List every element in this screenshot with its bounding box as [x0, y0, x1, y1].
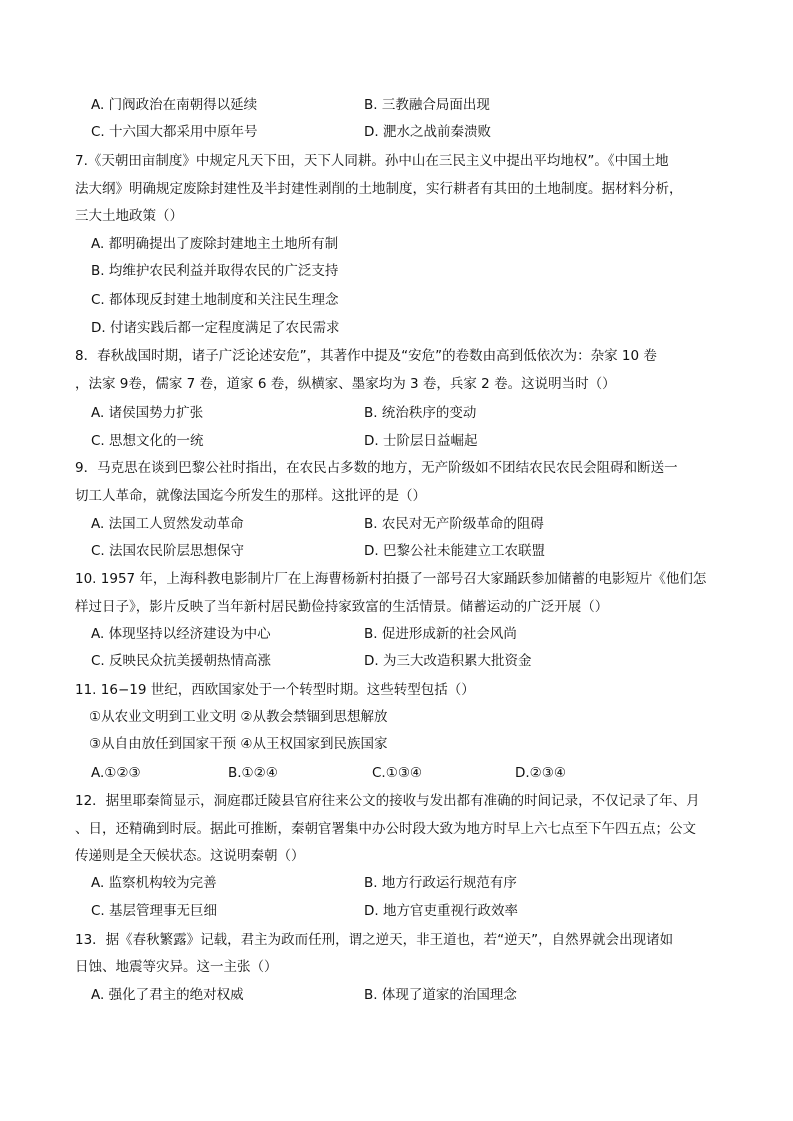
q11-item-line-1: ①从农业文明到工业文明 ②从教会禁锢到思想解放 [89, 709, 388, 725]
q7-option-d: D. 付诸实践后都一定程度满足了农民需求 [91, 320, 340, 336]
q11-option-d: D.②③④ [515, 765, 566, 781]
q8-option-a: A. 诸侯国势力扩张 [91, 405, 204, 421]
q13-option-a: A. 强化了君主的绝对权威 [91, 987, 244, 1003]
q12-stem-line-1: 12．据里耶秦简显示，洞庭郡迁陵县官府往来公文的接收与发出都有准确的时间记录，不仅记录了年、月 [75, 793, 700, 809]
q10-option-c: C. 反映民众抗美援朝热情高涨 [91, 653, 272, 669]
q11-stem: 11. 16−19 世纪，西欧国家处于一个转型时期。这些转型包括（） [75, 682, 475, 698]
q7-option-c: C. 都体现反封建土地制度和关注民生理念 [91, 292, 339, 308]
q10-stem-line-2: 样过日子》，影片反映了当年新村居民勤俭持家致富的生活情景。储蓄运动的广泛开展（） [75, 599, 609, 615]
q7-stem-line-1: 7.《天朝田亩制度》中规定凡天下田，天下人同耕。孙中山在三民主义中提出平均地权”。《中国土地 [75, 153, 669, 169]
q9-option-d: D. 巴黎公社未能建立工农联盟 [364, 543, 545, 559]
q9-option-c: C. 法国农民阶层思想保守 [91, 543, 245, 559]
q12-stem-line-2: 、日，还精确到时辰。据此可推断，秦朝官署集中办公时段大致为地方时早上六七点至下午四五点；公文 [75, 821, 696, 837]
q12-stem-line-3: 传递则是全天候状态。这说明秦朝（） [75, 848, 305, 864]
q9-stem-line-1: 9．马克思在谈到巴黎公社时指出，在农民占多数的地方，无产阶级如不团结农民农民会阻碍和断送一 [75, 460, 678, 476]
q6-option-b: B. 三教融合局面出现 [364, 97, 490, 113]
q13-option-b: B. 体现了道家的治国理念 [364, 987, 517, 1003]
q9-option-b: B. 农民对无产阶级革命的阻碍 [364, 516, 544, 532]
q8-option-b: B. 统治秩序的变动 [364, 405, 477, 421]
q12-option-b: B. 地方行政运行规范有序 [364, 875, 517, 891]
q11-option-b: B.①②④ [228, 765, 278, 781]
q12-option-c: C. 基层管理事无巨细 [91, 903, 218, 919]
q13-stem-line-2: 日蚀、地震等灾异。这一主张（） [75, 959, 278, 975]
q8-stem-line-1: 8．春秋战国时期，诸子广泛论述安危”，其著作中提及“安危”的卷数由高到低依次为：杂家 10 卷 [75, 348, 657, 364]
q11-option-a: A.①②③ [91, 765, 141, 781]
q7-stem-line-2: 法大纲》明确规定废除封建性及半封建性剥削的土地制度，实行耕者有其田的土地制度。据材料分析， [75, 181, 683, 197]
q9-option-a: A. 法国工人贸然发动革命 [91, 516, 244, 532]
q9-stem-line-2: 切工人革命，就像法国迄今所发生的那样。这批评的是（） [75, 488, 426, 504]
q12-option-d: D. 地方官吏重视行政效率 [364, 903, 518, 919]
q11-item-line-2: ③从自由放任到国家干预 ④从王权国家到民族国家 [89, 736, 388, 752]
q8-option-d: D. 士阶层日益崛起 [364, 433, 478, 449]
q7-option-a: A. 都明确提出了废除封建地主土地所有制 [91, 236, 339, 252]
q12-option-a: A. 监察机构较为完善 [91, 875, 217, 891]
q10-stem-line-1: 10. 1957 年，上海科教电影制片厂在上海曹杨新村拍摄了一部号召大家踊跃参加储蓄的电影短片《他们怎 [75, 571, 707, 587]
q10-option-a: A. 体现坚持以经济建设为中心 [91, 626, 271, 642]
q6-option-c: C. 十六国大都采用中原年号 [91, 124, 258, 140]
q10-option-b: B. 促进形成新的社会风尚 [364, 626, 517, 642]
q6-option-a: A. 门阀政治在南朝得以延续 [91, 97, 258, 113]
q6-option-d: D. 淝水之战前秦溃败 [364, 124, 491, 140]
q7-option-b: B. 均维护农民利益并取得农民的广泛支持 [91, 263, 339, 279]
q11-option-c: C.①③④ [372, 765, 423, 781]
q10-option-d: D. 为三大改造积累大批资金 [364, 653, 532, 669]
q13-stem-line-1: 13．据《春秋繁露》记载，君主为政而任刑，谓之逆天，非王道也，若“逆天”，自然界就会出现诸如 [75, 932, 674, 948]
q8-option-c: C. 思想文化的一统 [91, 433, 204, 449]
q7-stem-line-3: 三大土地政策（） [75, 208, 183, 224]
q8-stem-line-2: ，法家 9卷，儒家 7 卷，道家 6 卷，纵横家、墨家均为 3 卷，兵家 2 卷。这说明当时（） [75, 376, 616, 392]
